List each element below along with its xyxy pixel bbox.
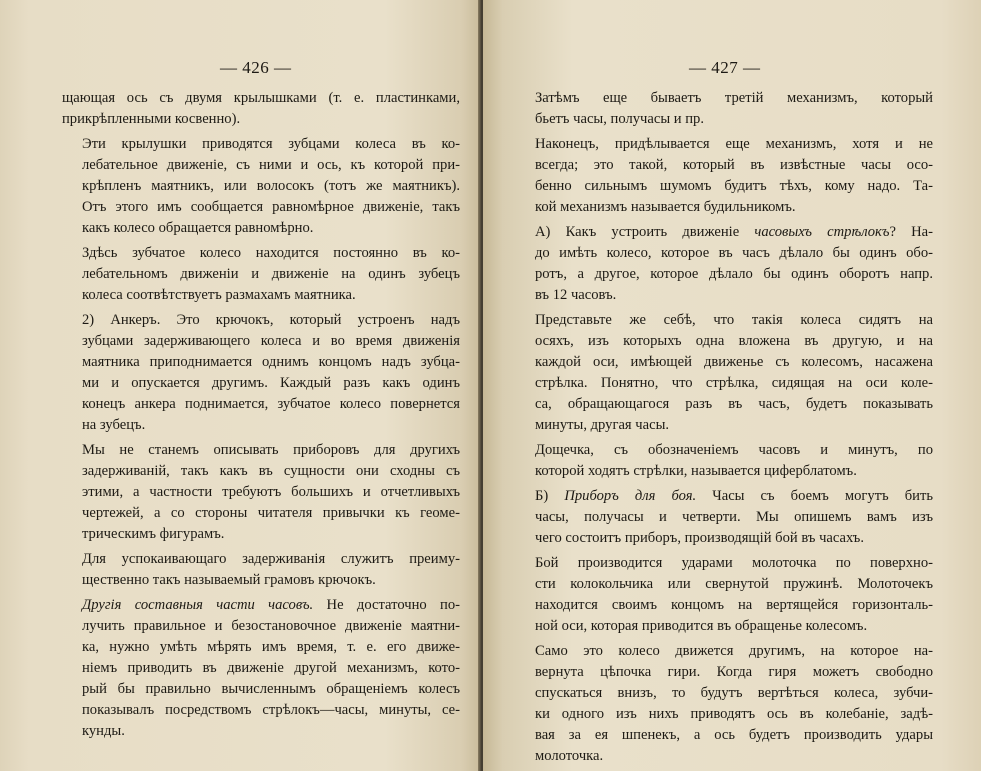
paragraph bbox=[62, 88, 460, 130]
paragraph bbox=[62, 549, 460, 591]
paragraph bbox=[515, 310, 933, 436]
paragraph bbox=[515, 134, 933, 218]
text-line: задерживаній, такъ какъ въ сущности они сходны съ bbox=[82, 463, 460, 479]
page-body bbox=[62, 88, 460, 746]
text-line: чертежей, а со стороны читателя привычки къ геоме- bbox=[82, 505, 460, 521]
text-line: трическимъ фигурамъ. bbox=[82, 526, 225, 542]
text-line: показывалъ посредствомъ стрѣлокъ—часы, минуты, се- bbox=[82, 702, 460, 718]
text-line: кой механизмъ называется будильникомъ. bbox=[535, 199, 796, 215]
text-line: лучить правильное и безостановочное движеніе маятни- bbox=[82, 618, 460, 634]
text-line: этими, а частности требуютъ большихъ и отчетливыхъ bbox=[82, 484, 460, 500]
right-page bbox=[483, 0, 981, 771]
text-line-rest: ? На- bbox=[889, 224, 933, 240]
text-line: вая за ея шпенекъ, а ось будетъ производить удары bbox=[535, 727, 933, 743]
text-line: вернута цѣпочка гири. Когда гиря можетъ свободно bbox=[535, 664, 933, 680]
text-line: Дощечка, съ обозначеніемъ часовъ и минутъ, по bbox=[535, 442, 933, 458]
text-line: 2) Анкеръ. Это крючокъ, который устроенъ надъ bbox=[82, 312, 460, 328]
text-line: ніемъ приводить въ движеніе другой механизмъ, кото- bbox=[82, 660, 460, 676]
text-line bbox=[62, 595, 460, 616]
paragraph-prefix: А) Какъ устроить движеніе bbox=[535, 224, 755, 240]
text-line: прикрѣпленными косвенно). bbox=[62, 111, 241, 127]
text-line: молоточка. bbox=[535, 748, 604, 764]
text-line: Для успокаивающаго задерживанія служитъ преиму- bbox=[82, 551, 460, 567]
text-line: кунды. bbox=[82, 723, 125, 739]
text-line: какъ колесо обращается равномѣрно. bbox=[82, 220, 314, 236]
paragraph bbox=[515, 553, 933, 637]
text-line bbox=[515, 222, 933, 243]
paragraph-prefix: Б) bbox=[535, 488, 565, 504]
text-line: которой ходятъ стрѣлки, называется циферблатомъ. bbox=[535, 463, 857, 479]
text-line: зубцами задерживающего колеса и во время движенія bbox=[82, 333, 460, 349]
text-line-rest: Часы съ боемъ могутъ бить bbox=[696, 488, 933, 504]
text-line: бьетъ часы, получасы и пр. bbox=[535, 111, 704, 127]
text-line: Само это колесо движется другимъ, на которое на- bbox=[535, 643, 933, 659]
paragraph bbox=[515, 88, 933, 130]
italic-heading: Другія составныя части часовъ. bbox=[82, 597, 314, 613]
text-line: са, обращающагося разъ въ часъ, будетъ показывать bbox=[535, 396, 933, 412]
text-line: минуты, другая часы. bbox=[535, 417, 670, 433]
paragraph bbox=[515, 486, 933, 549]
text-line: Затѣмъ еще бываетъ третій механизмъ, который bbox=[535, 90, 933, 106]
page-number: — 427 — bbox=[689, 58, 761, 77]
text-line: рый бы правильно вычисленнымъ обращеніемъ колесъ bbox=[82, 681, 460, 697]
text-line: Здѣсь зубчатое колесо находится постоянно въ ко- bbox=[82, 245, 460, 261]
paragraph bbox=[62, 134, 460, 239]
text-line: часы, получасы и четверти. Мы опишемъ вамъ изъ bbox=[535, 509, 933, 525]
paragraph bbox=[515, 440, 933, 482]
text-line-rest: Не достаточно по- bbox=[313, 597, 460, 613]
paragraph bbox=[515, 222, 933, 306]
text-line: конецъ анкера поднимается, зубчатое колесо повернется bbox=[82, 396, 460, 412]
text-line: ка, нужно умѣть мѣрять имъ время, т. е. его движе- bbox=[82, 639, 460, 655]
text-line: щающая ось съ двумя крылышками (т. е. пластинками, bbox=[62, 90, 460, 106]
text-line: крѣпленъ маятникъ, или волосокъ (тотъ же маятникъ). bbox=[82, 178, 460, 194]
text-line: въ 12 часовъ. bbox=[535, 287, 617, 303]
text-line: маятника приподнимается однимъ концомъ надъ зубца- bbox=[82, 354, 460, 370]
paragraph bbox=[515, 641, 933, 767]
text-line: Отъ этого имъ сообщается равномѣрное движеніе, такъ bbox=[82, 199, 460, 215]
text-line: всегда; это такой, который въ извѣстные часы осо- bbox=[535, 157, 933, 173]
text-line: на зубецъ. bbox=[82, 417, 146, 433]
text-line bbox=[515, 486, 933, 507]
text-line: колеса соотвѣтствуетъ размахамъ маятника. bbox=[82, 287, 356, 303]
text-line: Представьте же себѣ, что такія колеса сидятъ на bbox=[535, 312, 933, 328]
text-line: Бой производится ударами молоточка по поверхно- bbox=[535, 555, 933, 571]
text-line: щественно такъ называемый грамовъ крючокъ. bbox=[82, 572, 376, 588]
text-line: чего состоитъ приборъ, производящій бой въ часахъ. bbox=[535, 530, 864, 546]
left-page bbox=[0, 0, 481, 771]
paragraph bbox=[62, 243, 460, 306]
text-line: ной оси, которая приводится въ обращенье колесомъ. bbox=[535, 618, 868, 634]
text-line: лебательномъ движеніи и движеніе на одинъ зубецъ bbox=[82, 266, 460, 282]
text-line: бенно сильнымъ шумомъ будитъ тѣхъ, кому надо. Та- bbox=[535, 178, 933, 194]
text-line: стрѣлка. Понятно, что стрѣлка, сидящая на оси коле- bbox=[535, 375, 933, 391]
text-line: ми и опускается другимъ. Каждый разъ какъ одинъ bbox=[82, 375, 460, 391]
paragraph bbox=[62, 595, 460, 742]
text-line: Мы не станемъ описывать приборовъ для другихъ bbox=[82, 442, 460, 458]
italic-heading: часовыхъ стрѣлокъ bbox=[754, 224, 890, 240]
text-line: сти колокольчика или свернутой пружинѣ. Молоточекъ bbox=[535, 576, 933, 592]
text-line: ки одного изъ нихъ приводятъ ось въ колебаніе, задѣ- bbox=[535, 706, 933, 722]
italic-heading: Приборъ для боя. bbox=[564, 488, 697, 504]
text-line: Наконецъ, придѣлывается еще механизмъ, хотя и не bbox=[535, 136, 933, 152]
text-line: лебательное движеніе, съ ними и ось, къ которой при- bbox=[82, 157, 460, 173]
text-line: находится своимъ концомъ на вертящейся горизонталь- bbox=[535, 597, 933, 613]
text-line: ротъ, а другое, которое дѣлало бы одинъ оборотъ напр. bbox=[535, 266, 933, 282]
paragraph bbox=[62, 310, 460, 436]
text-line: осяхъ, изъ которыхъ одна вложена въ другую, и на bbox=[535, 333, 933, 349]
paragraph bbox=[62, 440, 460, 545]
page-number: — 426 — bbox=[220, 58, 292, 77]
page-body bbox=[515, 88, 933, 771]
text-line: до имѣть колесо, которое въ часъ дѣлало бы одинъ обо- bbox=[535, 245, 933, 261]
text-line: спускаться внизъ, то будутъ вертѣться колеса, зубчи- bbox=[535, 685, 933, 701]
text-line: Эти крылушки приводятся зубцами колеса въ ко- bbox=[82, 136, 460, 152]
text-line: каждой оси, имѣющей движенье съ колесомъ, насажена bbox=[535, 354, 933, 370]
